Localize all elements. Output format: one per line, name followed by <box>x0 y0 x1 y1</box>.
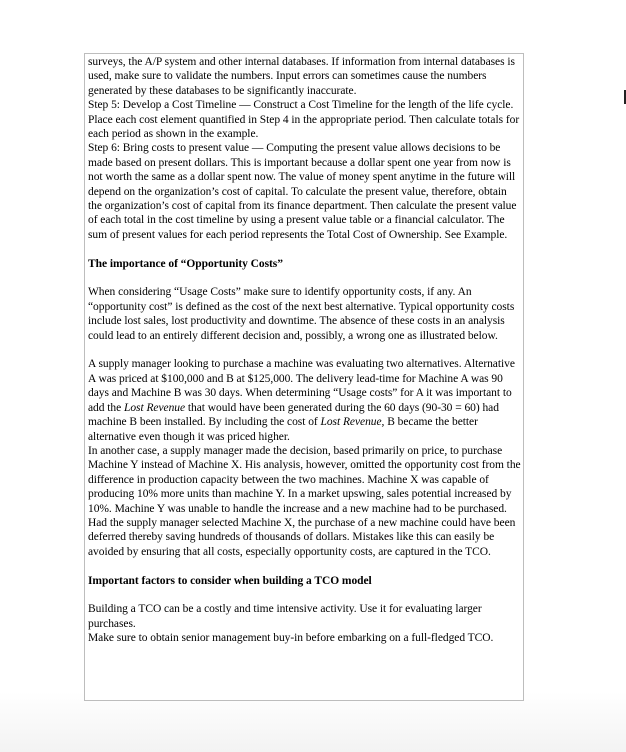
step6-paragraph: Step 6: Bring costs to present value — Computing the present value allows decisions to be made based on present dollars. This is important because a dollar spent one year from now is not worth the same as a dollar spent now. The value of money spent anytime in the future will depend on the organization’s cost of capital. To calculate the present value, therefore, obtain the organization’s cost of capital from its finance department. Then calculate the present value of each total in the cost timeline by using a present value table or a financial calculator. The sum of present values for each period represents the Total Cost of Ownership. See Example. <box>88 142 517 241</box>
spacer <box>88 242 522 256</box>
spacer <box>88 588 522 602</box>
factors-paragraph-1: Building a TCO can be a costly and time intensive activity. Use it for evaluating larger purchases. <box>88 603 482 630</box>
example-b-paragraph: In another case, a supply manager made the decision, based primarily on price, to purchase Machine Y instead of Machine X. His analysis, however, omitted the opportunity cost from the difference in production capacity between the two machines. Machine X was capable of producing 10% more units than machine Y. In a market upswing, sales potential increased by 10%. Machine Y was unable to handle the increase and a new machine had to be purchased. Had the supply manager selected Machine X, the purchase of a new machine could have been deferred thereby saving hundreds of thousands of dollars. Mistakes like this can easily be avoided by ensuring that all costs, especially opportunity costs, are captured in the TCO. <box>88 444 521 558</box>
example-a-text-1: A supply manager looking to purchase a machine was evaluating two alternatives. Alternative A was priced at $100,000 and B at $125,000. The delivery lead-time for Machine A was 90 days and Machine B was 30 days. When determining “Usage costs” for A it was important to add the <box>88 358 515 414</box>
document-body <box>88 55 522 646</box>
example-a-text-3: B became the better alternative even though it was priced higher. <box>88 416 478 443</box>
example-a-emphasis-1: Lost Revenue <box>124 401 186 414</box>
spacer <box>88 343 522 357</box>
spacer <box>88 559 522 573</box>
example-a-paragraph <box>88 357 522 443</box>
step5-paragraph: Step 5: Develop a Cost Timeline — Construct a Cost Timeline for the length of the life cycle. Place each cost element quantified in Step 4 in the appropriate period. Then calculate totals for each period as shown in the example. <box>88 99 520 141</box>
factors-paragraph-2: Make sure to obtain senior management buy-in before embarking on a full-fledged TCO. <box>88 632 494 645</box>
opportunity-paragraph: When considering “Usage Costs” make sure to identify opportunity costs, if any. An “opportunity cost” is defined as the cost of the next best alternative. Typical opportunity costs include lost sales, lost productivity and downtime. The absence of these costs in an analysis could lead to an entirely different decision and, possibly, a wrong one as illustrated below. <box>88 286 515 342</box>
example-a-text-2: that would have been generated during the 60 days (90-30 = 60) had machine B been installed. By including the cost of <box>88 401 499 429</box>
opportunity-heading: The importance of “Opportunity Costs” <box>88 257 283 270</box>
example-a-emphasis-2: Lost Revenue, <box>320 416 385 429</box>
spacer <box>88 271 522 285</box>
factors-heading: Important factors to consider when building a TCO model <box>88 574 372 587</box>
intro-paragraph: surveys, the A/P system and other internal databases. If information from internal databases is used, make sure to validate the numbers. Input errors can sometimes cause the numbers generated by these databases to be significantly inaccurate. <box>88 56 515 97</box>
